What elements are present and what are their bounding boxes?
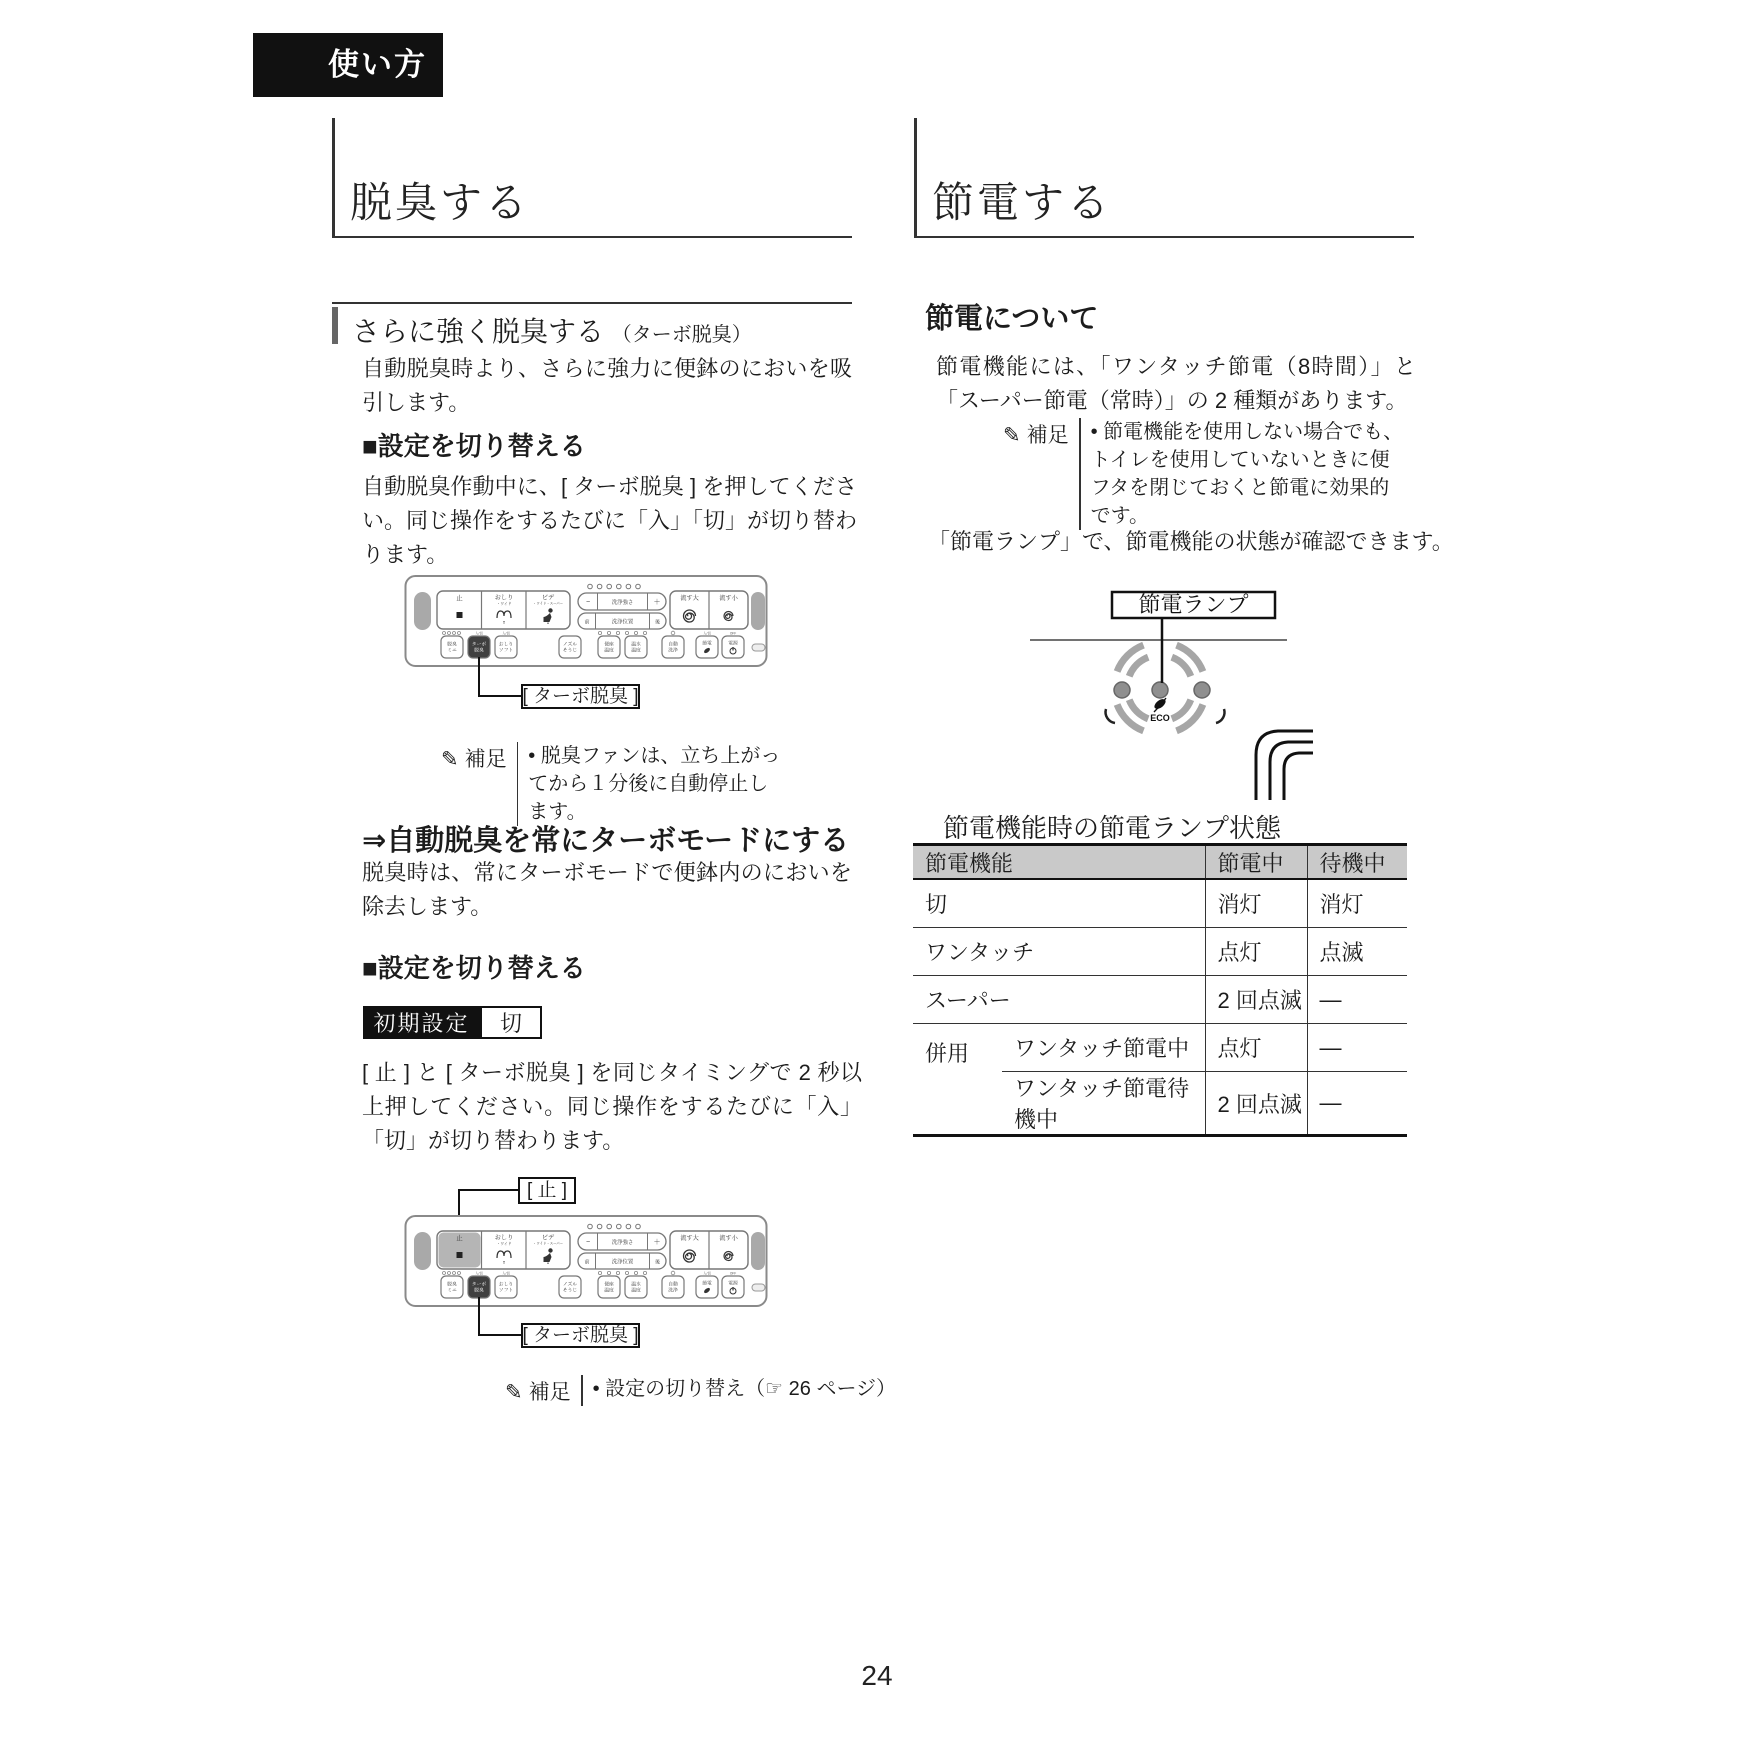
- lamp-dot-center: [1152, 682, 1168, 698]
- callout-line: [459, 1189, 518, 1191]
- cell-standby: ―: [1307, 976, 1407, 1024]
- svg-text:おしり: おしり: [498, 642, 514, 648]
- note-label-text: 補足: [1026, 424, 1069, 447]
- svg-text:自動: 自動: [668, 1282, 678, 1288]
- remote-small-button-7: [696, 636, 718, 658]
- svg-text:温度: 温度: [631, 648, 641, 654]
- lamp-dot-right: [1194, 682, 1210, 698]
- note-block: [441, 742, 786, 826]
- section2-subhead: ■設定を切り替える: [362, 953, 586, 983]
- svg-text:脱臭: 脱臭: [447, 1282, 457, 1288]
- svg-text:ノズル: ノズル: [562, 642, 578, 648]
- cell-saving: 消灯: [1205, 879, 1307, 928]
- stop-callout: [ 止 ]: [518, 1177, 576, 1204]
- default-setting-badge: 初期設定: [363, 1006, 480, 1039]
- remote-left-grip: [414, 1232, 431, 1270]
- note-label-text: 補足: [464, 748, 507, 771]
- svg-text:ソフト: ソフト: [498, 1288, 514, 1294]
- svg-text:便座: 便座: [604, 1282, 614, 1288]
- lamp-callout-label: 節電ランプ: [1138, 592, 1249, 617]
- svg-text:ミニ: ミニ: [447, 648, 457, 654]
- svg-text:入/切: 入/切: [475, 1271, 483, 1276]
- powersave-lamp-illustration: [1020, 585, 1330, 805]
- table-row: [913, 879, 1407, 928]
- remote-small-button-0: [441, 1276, 463, 1298]
- pencil-icon: ✎: [441, 748, 459, 771]
- cell-mode: 併用: [913, 1024, 1002, 1136]
- svg-text:前: 前: [584, 619, 590, 626]
- section2-heading: ⇒自動脱臭を常にターボモードにする: [362, 825, 850, 857]
- svg-text:OFF: OFF: [729, 1271, 737, 1276]
- section-tag: 使い方: [253, 33, 443, 97]
- svg-text:おしり: おしり: [498, 1282, 514, 1288]
- panel-mark-right: [1216, 709, 1225, 723]
- left-title-bar: [332, 118, 335, 236]
- svg-text:温度: 温度: [604, 648, 614, 654]
- remote-control-svg: [404, 572, 768, 668]
- cell-standby: ―: [1307, 1072, 1407, 1136]
- panel-mark-left: [1106, 709, 1115, 723]
- lamp-state-table-wrap: [913, 843, 1407, 1137]
- svg-text:温度: 温度: [631, 1288, 641, 1294]
- stop-button-label: 止: [456, 595, 463, 602]
- pencil-icon: ✎: [505, 1381, 523, 1404]
- remote-small-button-6: [662, 636, 684, 658]
- svg-text:洗浄強さ: 洗浄強さ: [611, 1239, 634, 1246]
- table-caption: 節電機能時の節電ランプ状態: [943, 813, 1282, 843]
- remote-small-button-7: [696, 1276, 718, 1298]
- svg-text:おしり: おしり: [494, 594, 514, 602]
- svg-text:そうじ: そうじ: [562, 1288, 578, 1294]
- pencil-icon: ✎: [1003, 424, 1021, 447]
- remote-small-button-6: [662, 1276, 684, 1298]
- svg-text:入/切: 入/切: [703, 1271, 711, 1276]
- powersave-paragraph: 節電機能には、「ワンタッチ節電（8時間）」と「スーパー節電（常時）」の 2 種類があります。: [936, 354, 1416, 413]
- svg-text:温水: 温水: [631, 642, 641, 648]
- remote-transmitter-window: [752, 1284, 765, 1291]
- svg-text:後: 後: [654, 619, 661, 626]
- section1-head-bar: [332, 307, 338, 344]
- powersave-heading: 節電について: [925, 303, 1099, 335]
- svg-text:入/切: 入/切: [475, 631, 483, 636]
- wash-strength-control: [578, 1233, 666, 1250]
- remote-control-diagram: [404, 572, 768, 668]
- svg-text:自動: 自動: [668, 642, 678, 648]
- svg-text:温水: 温水: [631, 1282, 641, 1288]
- remote-right-grip: [751, 592, 765, 630]
- svg-text:入/切: 入/切: [703, 631, 711, 636]
- section1-paragraph-2: 自動脱臭作動中に、[ ターボ脱臭 ] を押してください。同じ操作をするたびに「入」「切」が切り替わります。: [362, 474, 858, 567]
- right-page-title: 節電する: [932, 179, 1113, 226]
- note-label: [505, 1375, 571, 1406]
- table-row: [913, 976, 1407, 1024]
- note-block: [505, 1375, 896, 1406]
- remote-small-button-2: [495, 1276, 517, 1298]
- note-label: [441, 742, 507, 773]
- svg-text:洗浄位置: 洗浄位置: [611, 1259, 634, 1266]
- section1-heading-suffix: （ターボ脱臭）: [611, 324, 752, 346]
- svg-text:OFF: OFF: [729, 631, 737, 636]
- svg-text:ビデ: ビデ: [541, 594, 555, 602]
- svg-text:＋: ＋: [653, 1239, 661, 1246]
- cell-mode: 切: [913, 879, 1205, 928]
- svg-text:前: 前: [584, 1259, 590, 1266]
- svg-text:ソフト: ソフト: [498, 648, 514, 654]
- remote-small-button-2: [495, 636, 517, 658]
- stop-button-label: 止: [456, 1235, 463, 1242]
- section1-top-border: [332, 302, 852, 304]
- section1-heading-text: さらに強く脱臭する: [352, 316, 605, 347]
- svg-text:・ワイド: ・ワイド: [496, 602, 512, 606]
- col-header-mode: 節電機能: [913, 845, 1205, 880]
- svg-text:＋: ＋: [653, 599, 661, 606]
- cell-saving: 2 回点滅: [1205, 976, 1307, 1024]
- note-text: • 節電機能を使用しない場合でも、トイレを使用していないときに便フタを閉じておくと節電に効果的です。: [1090, 421, 1404, 527]
- section2-paragraph: 脱臭時は、常にターボモードで便鉢内のにおいを除去します。: [362, 860, 852, 919]
- cell-mode: ワンタッチ: [913, 928, 1205, 976]
- cell-standby: 消灯: [1307, 879, 1407, 928]
- note-divider: [1079, 418, 1081, 530]
- powersave-paragraph-2: 「節電ランプ」で、節電機能の状態が確認できます。: [928, 529, 1454, 554]
- turbo-deodorize-callout: [ ターボ脱臭 ]: [522, 686, 639, 707]
- svg-text:電源: 電源: [728, 1281, 738, 1287]
- cell-saving: 2 回点滅: [1205, 1072, 1307, 1136]
- note-divider: [581, 1375, 583, 1406]
- remote-small-button-4: [598, 636, 620, 658]
- remote-small-button-3: [559, 1276, 581, 1298]
- wash-position-control: [578, 613, 666, 629]
- svg-text:洗浄: 洗浄: [668, 648, 678, 654]
- turbo-deodorize-callout: [ ターボ脱臭 ]: [522, 1325, 639, 1346]
- callout-line: [478, 657, 480, 697]
- remote-small-button-1: [468, 636, 490, 658]
- cell-saving: 点灯: [1205, 928, 1307, 976]
- svg-text:・ワイド: ・ワイド: [496, 1242, 512, 1246]
- section1-heading: [352, 310, 752, 350]
- table-header-row: [913, 845, 1407, 880]
- svg-text:脱臭: 脱臭: [474, 1288, 484, 1294]
- remote-small-button-1: [468, 1276, 490, 1298]
- note-text: • 設定の切り替え（☞ 26 ページ）: [592, 1378, 897, 1400]
- lamp-state-table: [913, 843, 1407, 1137]
- stop-square-icon: [457, 612, 463, 618]
- svg-text:流す大: 流す大: [680, 1235, 699, 1242]
- callout-line: [478, 695, 521, 697]
- right-title-bar: [914, 118, 917, 236]
- svg-text:そうじ: そうじ: [562, 648, 578, 654]
- cell-submode: ワンタッチ節電中: [1002, 1024, 1205, 1072]
- remote-left-grip: [414, 592, 431, 630]
- remote-main-buttons: [437, 591, 570, 629]
- remote-small-button-4: [598, 1276, 620, 1298]
- remote-small-button-5: [625, 636, 647, 658]
- remote-main-buttons: [437, 1231, 570, 1269]
- wash-strength-control: [578, 593, 666, 610]
- svg-text:入/切: 入/切: [502, 631, 510, 636]
- note-text: • 脱臭ファンは、立ち上がってから１分後に自動停止します。: [528, 745, 781, 823]
- cell-mode: スーパー: [913, 976, 1205, 1024]
- flush-buttons: [670, 591, 748, 629]
- eco-label: ECO: [1150, 713, 1170, 723]
- cell-saving: 点灯: [1205, 1024, 1307, 1072]
- svg-text:ターボ: ターボ: [471, 642, 487, 648]
- svg-text:節電: 節電: [702, 641, 712, 647]
- svg-text:流す小: 流す小: [719, 1235, 738, 1242]
- callout-line: [478, 1297, 480, 1336]
- svg-text:節電: 節電: [702, 1281, 712, 1287]
- wash-position-control: [578, 1253, 666, 1269]
- note-block: [1003, 418, 1413, 530]
- remote-small-button-8: [722, 1276, 744, 1298]
- remote-small-button-5: [625, 1276, 647, 1298]
- svg-text:ビデ: ビデ: [541, 1234, 555, 1242]
- note-label: [1003, 418, 1069, 449]
- svg-text:脱臭: 脱臭: [474, 648, 484, 654]
- section2-paragraph-2: [ 止 ] と [ ターボ脱臭 ] を同じタイミングで 2 秒以上押してください。同じ操作をするたびに「入」「切」が切り替わります。: [362, 1060, 862, 1153]
- left-page-title: 脱臭する: [350, 179, 531, 226]
- svg-text:洗浄位置: 洗浄位置: [611, 619, 634, 626]
- cell-standby: ―: [1307, 1024, 1407, 1072]
- svg-text:おしり: おしり: [494, 1234, 514, 1242]
- section1-subhead: ■設定を切り替える: [362, 431, 586, 461]
- remote-right-grip: [751, 1232, 765, 1270]
- svg-text:電源: 電源: [728, 641, 738, 647]
- remote-control-svg: [404, 1212, 768, 1308]
- svg-text:洗浄強さ: 洗浄強さ: [611, 599, 634, 606]
- lid-corner-curves: [1256, 731, 1313, 800]
- svg-text:後: 後: [654, 1259, 661, 1266]
- remote-small-button-0: [441, 636, 463, 658]
- note-label-text: 補足: [528, 1381, 571, 1404]
- svg-text:流す大: 流す大: [680, 595, 699, 602]
- remote-small-button-3: [559, 636, 581, 658]
- section1-paragraph: 自動脱臭時より、さらに強力に便鉢のにおいを吸引します。: [362, 356, 852, 415]
- svg-text:温度: 温度: [604, 1288, 614, 1294]
- remote-transmitter-window: [752, 644, 765, 651]
- table-row: [913, 1024, 1407, 1072]
- svg-text:ノズル: ノズル: [562, 1282, 578, 1288]
- svg-text:洗浄: 洗浄: [668, 1288, 678, 1294]
- table-row: [913, 928, 1407, 976]
- flush-buttons: [670, 1231, 748, 1269]
- eco-leaf-icon: [1153, 697, 1168, 712]
- col-header-saving: 節電中: [1205, 845, 1307, 880]
- note-divider: [517, 742, 519, 826]
- svg-text:流す小: 流す小: [719, 595, 738, 602]
- cell-standby: 点滅: [1307, 928, 1407, 976]
- remote-control-diagram: [404, 1212, 768, 1308]
- svg-text:−: −: [585, 1239, 591, 1246]
- left-title-rule: [332, 236, 852, 238]
- svg-text:脱臭: 脱臭: [447, 642, 457, 648]
- svg-text:ターボ: ターボ: [471, 1282, 487, 1288]
- svg-text:ミニ: ミニ: [447, 1288, 457, 1294]
- default-setting-value: 切: [480, 1006, 542, 1039]
- callout-line: [478, 1334, 521, 1336]
- stop-square-icon: [457, 1252, 463, 1258]
- page-number: 24: [861, 1660, 893, 1691]
- lamp-dot-left: [1114, 682, 1130, 698]
- cell-submode: ワンタッチ節電待機中: [1002, 1072, 1205, 1136]
- remote-small-button-8: [722, 636, 744, 658]
- svg-text:便座: 便座: [604, 642, 614, 648]
- svg-text:入/切: 入/切: [502, 1271, 510, 1276]
- svg-text:−: −: [585, 599, 591, 606]
- right-title-rule: [914, 236, 1414, 238]
- col-header-standby: 待機中: [1307, 845, 1407, 880]
- svg-text:・ワイド・スーパー: ・ワイド・スーパー: [532, 601, 564, 606]
- svg-text:・ワイド・スーパー: ・ワイド・スーパー: [532, 1241, 564, 1246]
